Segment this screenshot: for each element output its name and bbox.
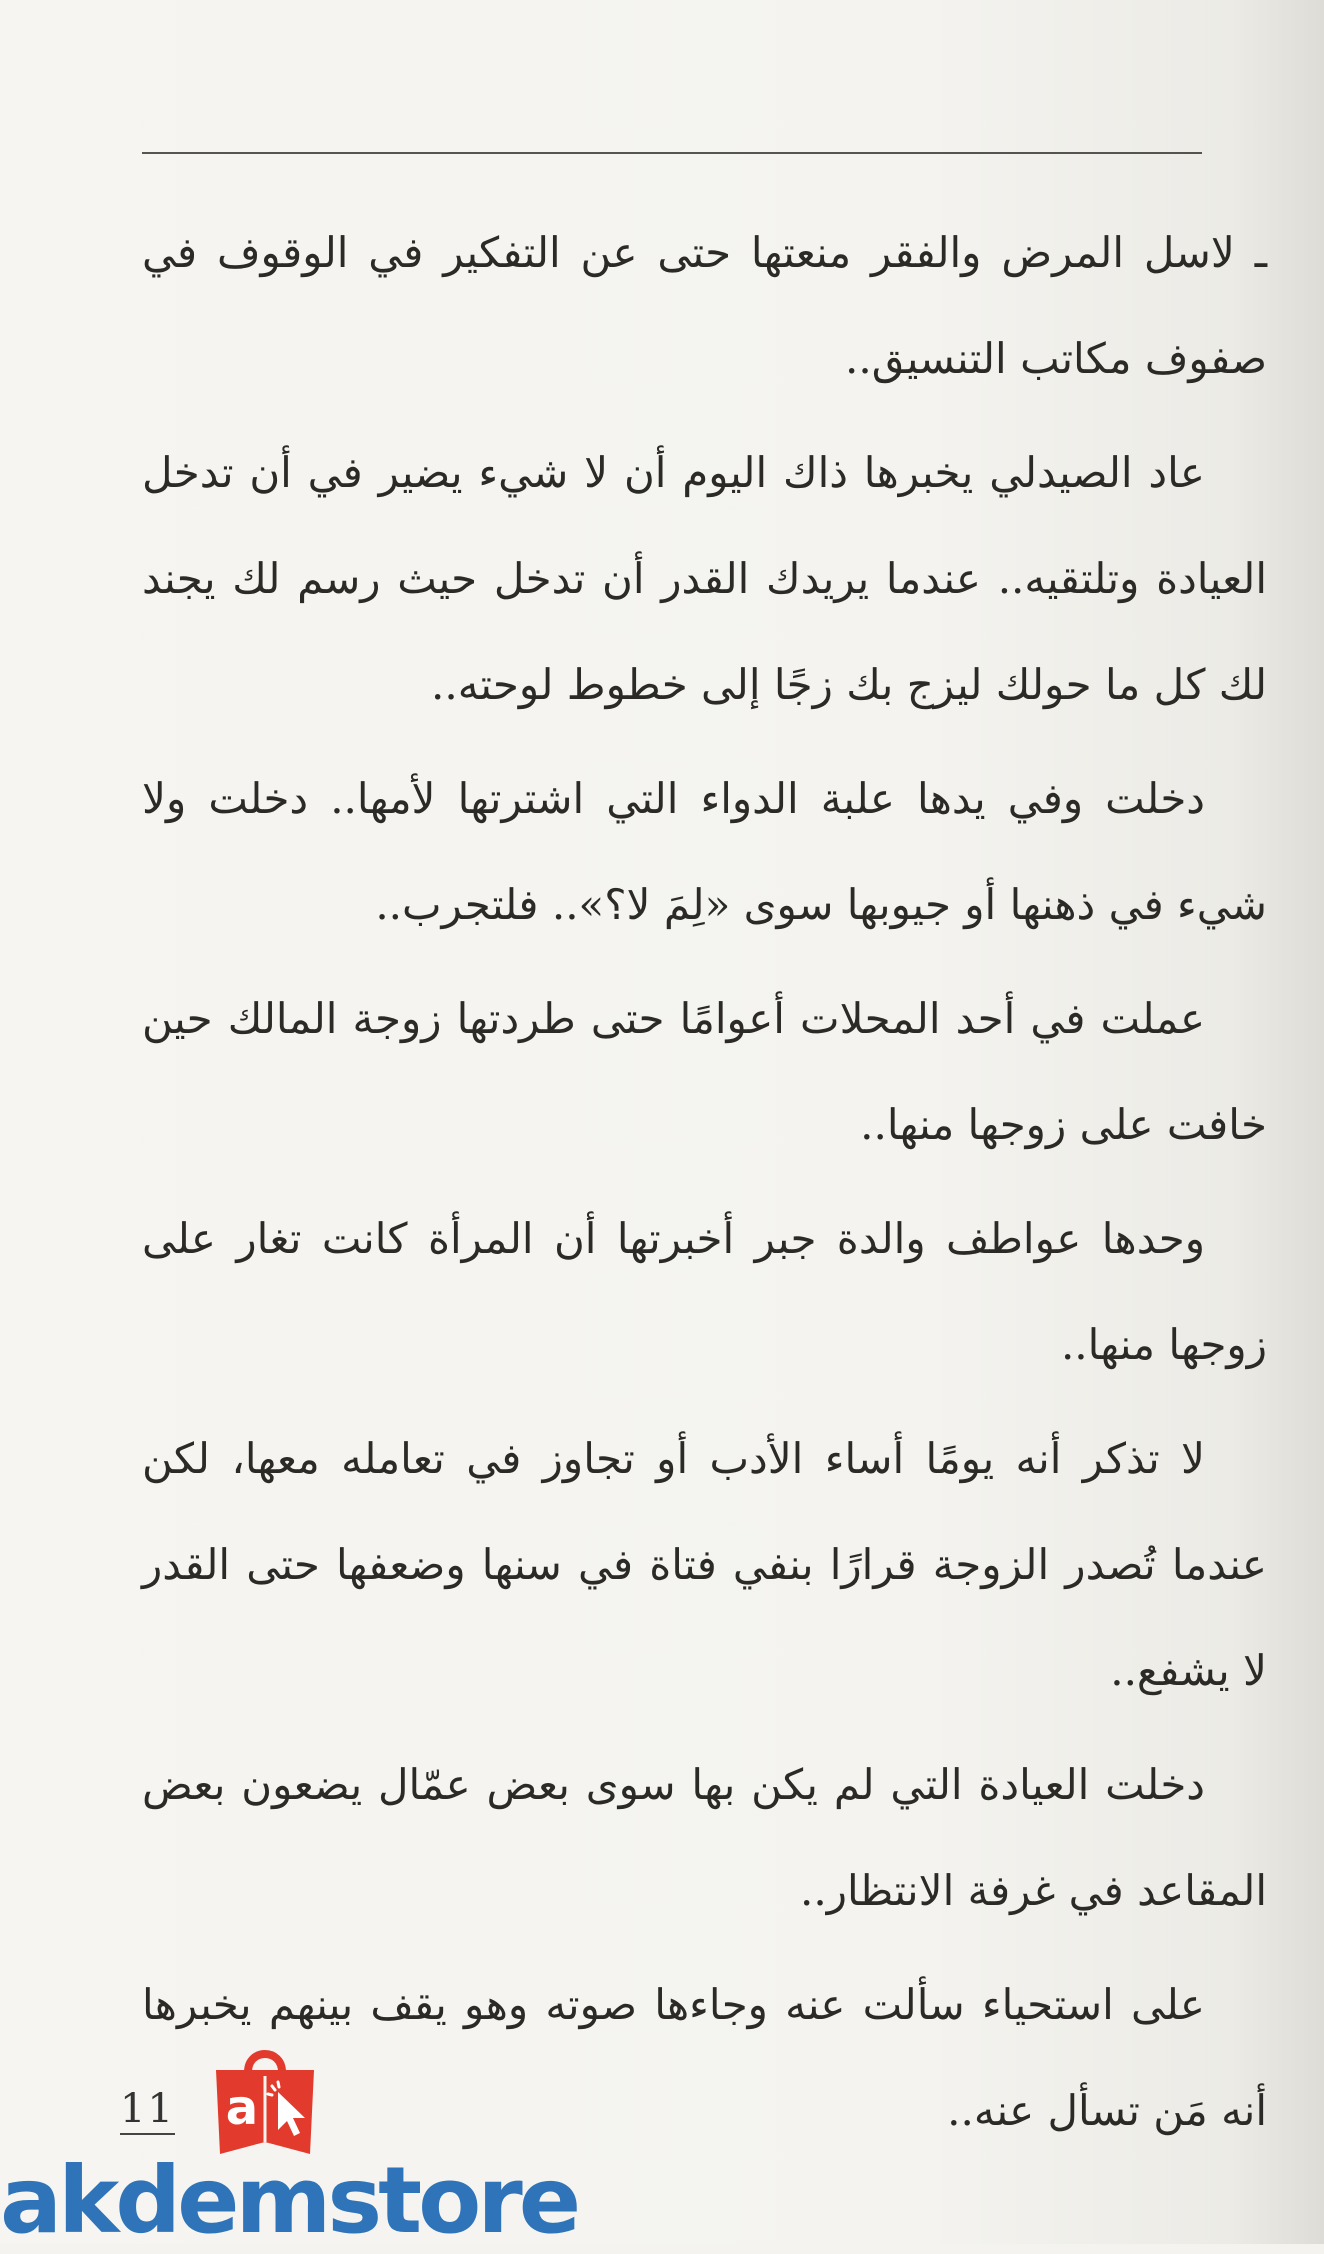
paragraph-8: على استحياء سألت عنه وجاءها صوته وهو يقف بينهم يخبرها أنه مَن تسأل عنه.. [142,1980,1267,2135]
paragraph-5: وحدها عواطف والدة جبر أخبرتها أن المرأة كانت تغار على زوجها منها.. [142,1214,1267,1369]
store-logo-icon [212,2042,318,2164]
paragraph-7: دخلت العيادة التي لم يكن بها سوى بعض عمّال يضعون بعض المقاعد في غرفة الانتظار.. [142,1760,1267,1915]
paragraph-4: عملت في أحد المحلات أعوامًا حتى طردتها زوجة المالك حين خافت على زوجها منها.. [142,994,1267,1149]
paragraph-6: لا تذكر أنه يومًا أساء الأدب أو تجاوز في تعامله معها، لكن عندما تُصدر الزوجة قرارًا بنفي فتاة في سنها وضعفها حتى القدر لا يشفع.. [142,1434,1267,1695]
badge-letter: a [225,2080,259,2136]
watermark-prefix: a [0,2147,59,2254]
body-text [142,200,1267,2164]
store-watermark [0,2147,620,2254]
paragraph-1: ـ لاسل المرض والفقر منعتها حتى عن التفكير في الوقوف في صفوف مكاتب التنسيق.. [142,228,1267,383]
watermark-name: kdemstore [58,2147,578,2254]
paragraph-2: عاد الصيدلي يخبرها ذاك اليوم أن لا شيء يضير في أن تدخل العيادة وتلتقيه.. عندما يريدك القدر أن تدخل حيث رسم لك يجند لك كل ما حولك ليزج بك زجًا إلى خطوط لوحته.. [142,448,1267,709]
page-number: 11 [120,2085,175,2135]
header-rule [142,152,1202,154]
paragraph-3: دخلت وفي يدها علبة الدواء التي اشترتها لأمها.. دخلت ولا شيء في ذهنها أو جيوبها سوى «لِمَ لا؟».. فلتجرب.. [142,774,1267,929]
